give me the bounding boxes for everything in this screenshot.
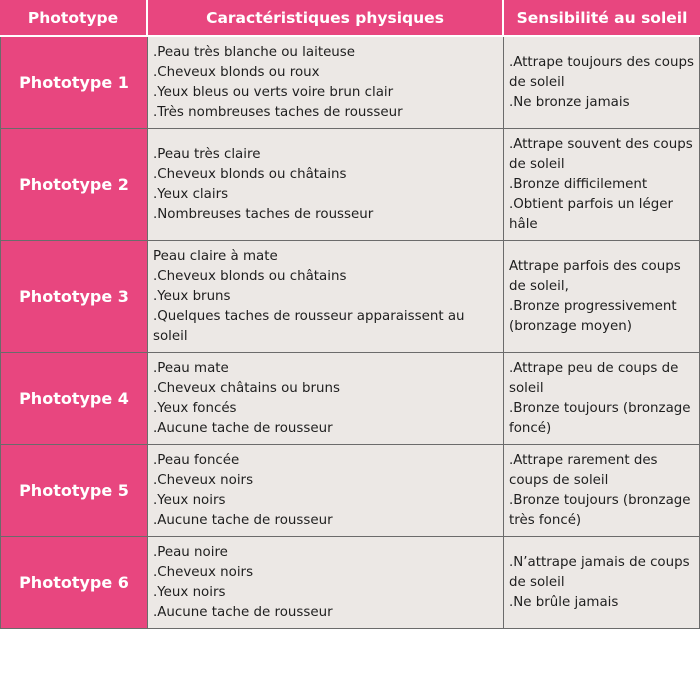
- sun-sensitivity-cell: [504, 241, 700, 353]
- physical-traits-cell: [148, 37, 504, 129]
- table-row: [0, 241, 700, 353]
- sensitivity-line: .Obtient parfois un léger hâle: [509, 196, 674, 232]
- trait-line: .Peau noire: [153, 544, 228, 560]
- table-row: [0, 37, 700, 129]
- trait-line: .Cheveux blonds ou châtains: [153, 166, 347, 182]
- phototype-label: Phototype 4: [0, 353, 148, 445]
- trait-line: .Peau foncée: [153, 452, 240, 468]
- trait-line: .Peau très claire: [153, 146, 261, 162]
- trait-line: .Yeux noirs: [153, 584, 226, 600]
- physical-traits-cell: [148, 353, 504, 445]
- trait-line: .Peau mate: [153, 360, 229, 376]
- physical-traits-cell: [148, 241, 504, 353]
- trait-line: .Quelques taches de rousseur apparaissent au soleil: [153, 308, 465, 344]
- trait-line: .Cheveux châtains ou bruns: [153, 380, 341, 396]
- header-sun-sensitivity: Sensibilité au soleil: [504, 0, 700, 37]
- sensitivity-line: .Bronze toujours (bronzage foncé): [509, 400, 691, 436]
- sun-sensitivity-cell: [504, 129, 700, 241]
- sun-sensitivity-cell: [504, 445, 700, 537]
- trait-line: .Yeux noirs: [153, 492, 226, 508]
- trait-line: .Yeux bleus ou verts voire brun clair: [153, 84, 394, 100]
- header-row: [0, 0, 700, 37]
- sensitivity-line: .Attrape souvent des coups de soleil: [509, 136, 693, 172]
- sun-sensitivity-cell: [504, 353, 700, 445]
- phototype-label: Phototype 2: [0, 129, 148, 241]
- sensitivity-line: .Ne brûle jamais: [509, 594, 619, 610]
- table-row: [0, 129, 700, 241]
- trait-line: .Aucune tache de rousseur: [153, 420, 333, 436]
- trait-line: Peau claire à mate: [153, 248, 278, 264]
- trait-line: .Peau très blanche ou laiteuse: [153, 44, 356, 60]
- header-phototype: Phototype: [0, 0, 148, 37]
- sensitivity-line: .Attrape peu de coups de soleil: [509, 360, 679, 396]
- phototype-label: Phototype 3: [0, 241, 148, 353]
- sun-sensitivity-cell: [504, 537, 700, 629]
- table-row: [0, 353, 700, 445]
- sensitivity-line: .Bronze progressivement (bronzage moyen): [509, 298, 677, 334]
- trait-line: .Yeux bruns: [153, 288, 231, 304]
- header-physical-traits: Caractéristiques physiques: [148, 0, 504, 37]
- trait-line: .Très nombreuses taches de rousseur: [153, 104, 403, 120]
- trait-line: .Aucune tache de rousseur: [153, 604, 333, 620]
- sensitivity-line: .Attrape rarement des coups de soleil: [509, 452, 658, 488]
- sensitivity-line: .N’attrape jamais de coups de soleil: [509, 554, 690, 590]
- sensitivity-line: Attrape parfois des coups de soleil,: [509, 258, 681, 294]
- physical-traits-cell: [148, 129, 504, 241]
- trait-line: .Nombreuses taches de rousseur: [153, 206, 374, 222]
- physical-traits-cell: [148, 445, 504, 537]
- trait-line: .Cheveux noirs: [153, 472, 254, 488]
- phototype-label: Phototype 1: [0, 37, 148, 129]
- physical-traits-cell: [148, 537, 504, 629]
- trait-line: .Aucune tache de rousseur: [153, 512, 333, 528]
- table-row: [0, 537, 700, 629]
- trait-line: .Yeux clairs: [153, 186, 229, 202]
- trait-line: .Cheveux blonds ou roux: [153, 64, 320, 80]
- sensitivity-line: .Attrape toujours des coups de soleil: [509, 54, 694, 90]
- phototype-label: Phototype 6: [0, 537, 148, 629]
- sensitivity-line: .Bronze difficilement: [509, 176, 648, 192]
- sun-sensitivity-cell: [504, 37, 700, 129]
- trait-line: .Yeux foncés: [153, 400, 237, 416]
- trait-line: .Cheveux noirs: [153, 564, 254, 580]
- trait-line: .Cheveux blonds ou châtains: [153, 268, 347, 284]
- table-row: [0, 445, 700, 537]
- sensitivity-line: .Bronze toujours (bronzage très foncé): [509, 492, 691, 528]
- phototype-label: Phototype 5: [0, 445, 148, 537]
- sensitivity-line: .Ne bronze jamais: [509, 94, 630, 110]
